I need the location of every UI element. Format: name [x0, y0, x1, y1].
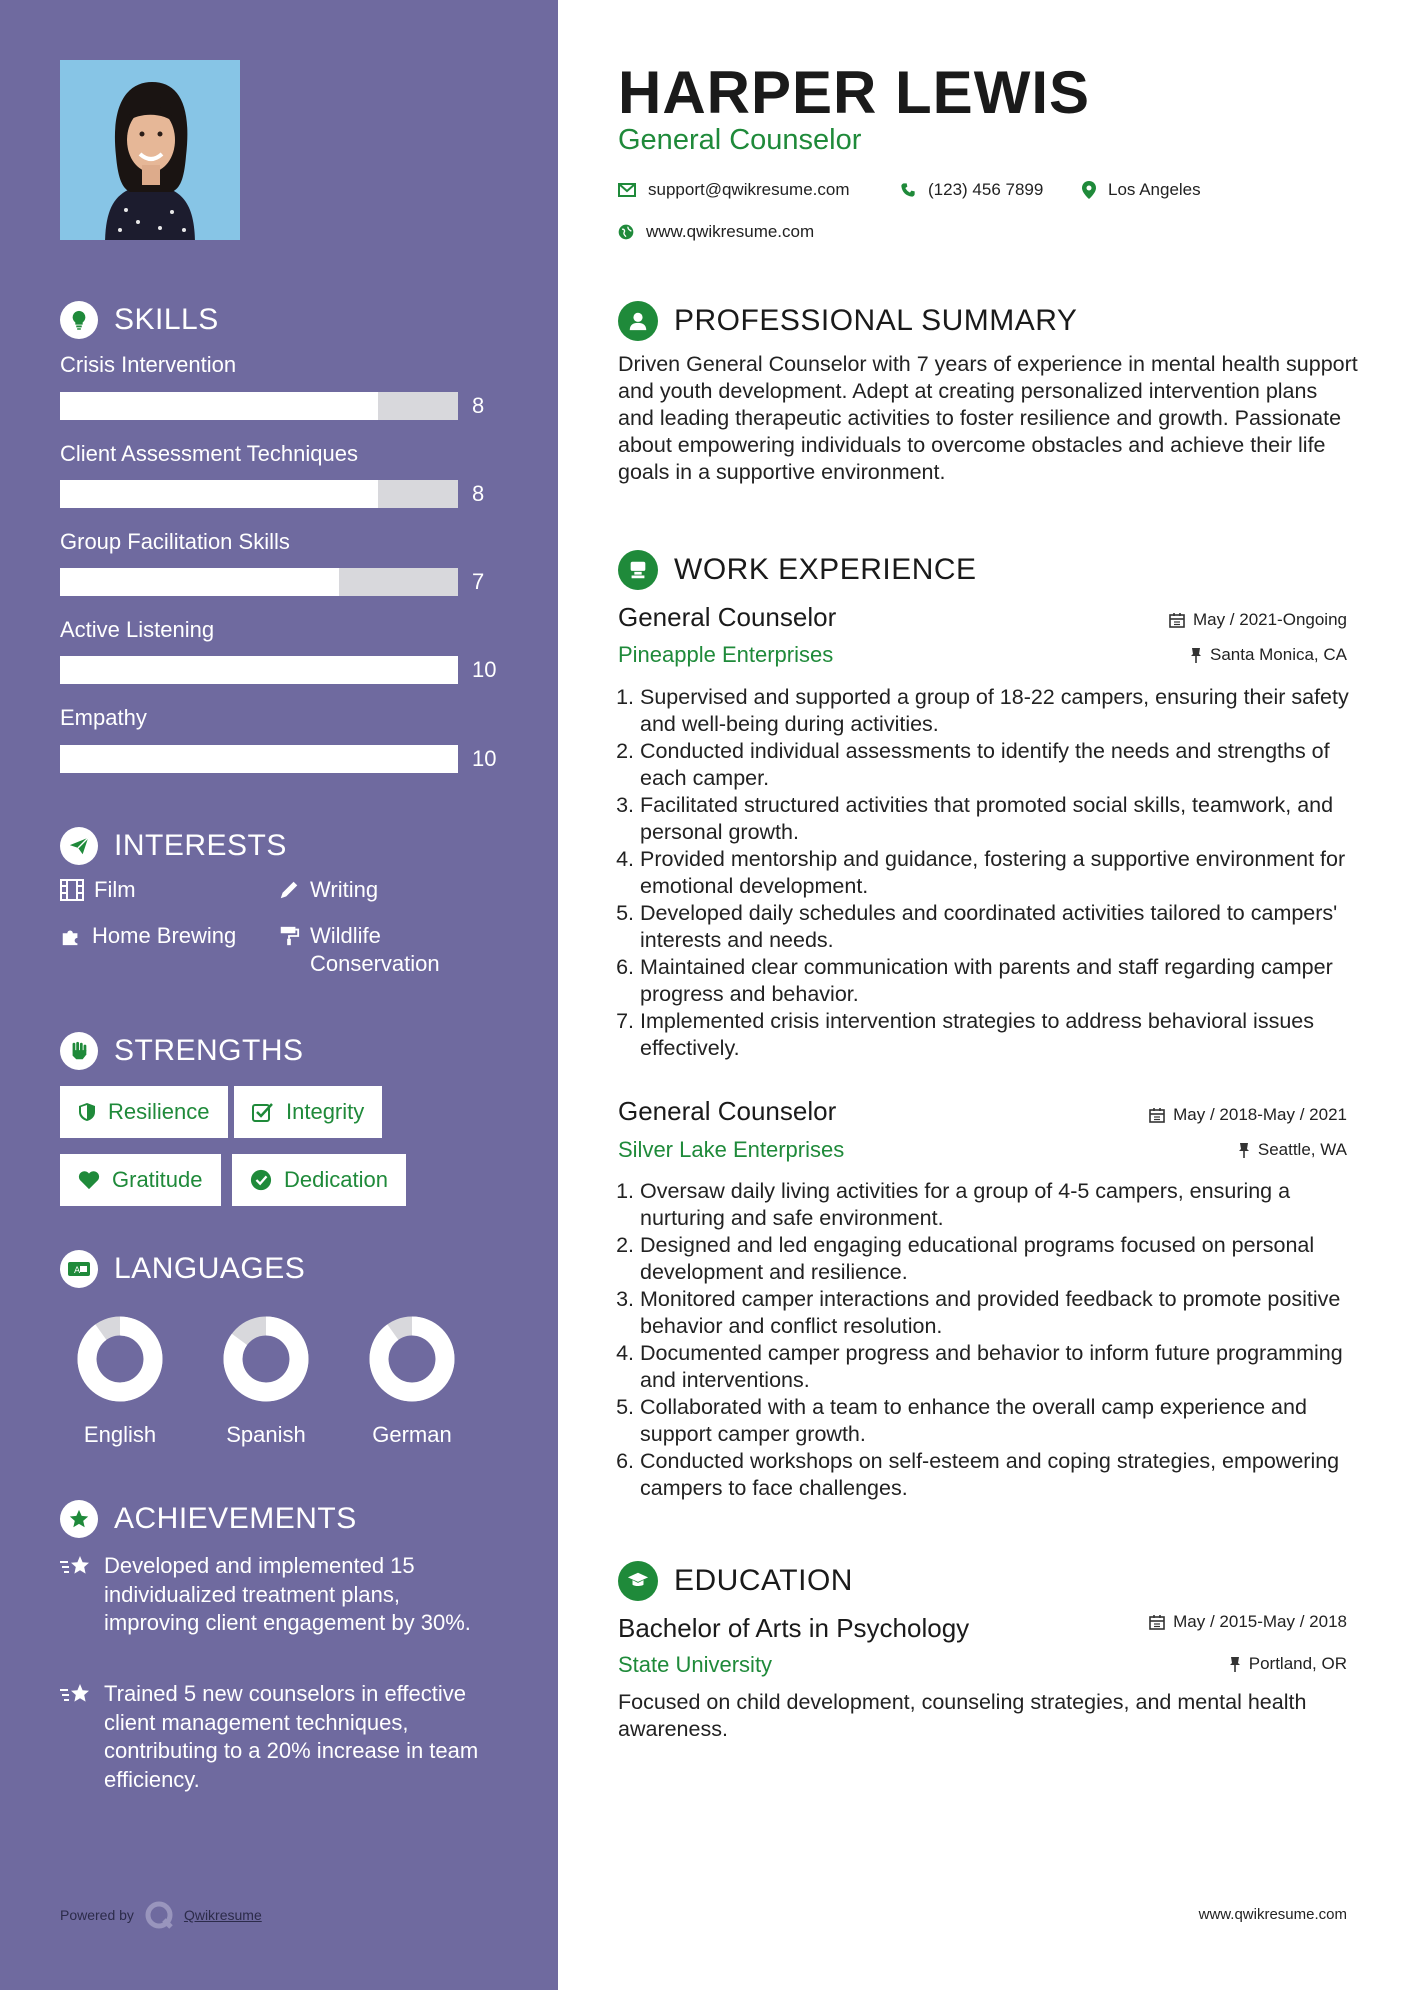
phone-icon: [900, 182, 916, 198]
job-company: Pineapple Enterprises: [618, 642, 834, 667]
pushpin-icon: [1190, 647, 1202, 663]
education-heading: EDUCATION: [618, 1561, 853, 1601]
summary-heading: PROFESSIONAL SUMMARY: [618, 301, 1077, 341]
contact-email: [618, 180, 850, 200]
puzzle-icon: [60, 925, 82, 947]
skill-name: Active Listening: [60, 617, 215, 642]
envelope-icon: [618, 183, 636, 197]
powered-by: Powered by Qwikresume: [60, 1900, 262, 1930]
language-level-ring: [369, 1316, 455, 1402]
list-item: 5. Collaborated with a team to enhance the overall camp experience and support camper growth.: [616, 1395, 1307, 1446]
phone-link[interactable]: (123) 456 7899: [928, 180, 1044, 199]
candidate-role: General Counselor: [618, 124, 862, 156]
briefcase-icon: [618, 550, 658, 590]
star-badge-icon: [60, 1500, 98, 1538]
paint-roller-icon: [278, 925, 300, 947]
job-company: Silver Lake Enterprises: [618, 1137, 845, 1162]
summary-text: Driven General Counselor with 7 years of experience in mental health support and youth development. Adept at creating personalized intervention plans and leading therapeutic activities to foster resilience and growth. Passionate about empowering individuals to overcome obstacles and achieve their life goals in a supportive environment.: [618, 352, 1358, 484]
heart-icon: [78, 1170, 100, 1190]
list-item: 6. Conducted workshops on self-esteem and coping strategies, empowering campers to face challenges.: [616, 1449, 1340, 1500]
language-level-arc: [87, 1326, 153, 1392]
skills-heading: SKILLS: [60, 301, 219, 339]
achievement-item: Developed and implemented 15 individualized treatment plans, improving client engagement by 30%.: [60, 1552, 480, 1638]
website-link[interactable]: www.qwikresume.com: [646, 222, 815, 241]
achievement-item: Trained 5 new counselors in effective client management techniques, contributing to a 20% increase in team efficiency.: [60, 1680, 480, 1794]
job-bullets: [608, 684, 1368, 1062]
globe-icon: [618, 224, 634, 240]
user-icon: [618, 301, 658, 341]
degree-title: Bachelor of Arts in Psychology: [618, 1613, 970, 1643]
education-dates: May / 2015-May / 2018: [1149, 1612, 1347, 1632]
job-location: Seattle, WA: [1238, 1140, 1347, 1160]
list-item: 3. Facilitated structured activities that promoted social skills, teamwork, and personal growth.: [616, 793, 1334, 844]
map-marker-icon: [1082, 181, 1096, 199]
film-icon: [60, 879, 84, 901]
interest-item: Film: [60, 876, 136, 904]
pencil-icon: [278, 879, 300, 901]
language-level-arc: [379, 1326, 445, 1392]
skill-value: 8: [472, 481, 485, 506]
language-item: German: [352, 1316, 472, 1448]
calendar-icon: [1149, 1614, 1165, 1630]
achievements-heading: ACHIEVEMENTS: [60, 1500, 357, 1538]
experience-heading: WORK EXPERIENCE: [618, 550, 977, 590]
school-name: State University: [618, 1652, 773, 1677]
check-circle-icon: [250, 1169, 272, 1191]
qwikresume-logo-icon: [144, 1900, 174, 1930]
skill-value: 7: [472, 569, 485, 594]
interest-item: Home Brewing: [60, 922, 236, 950]
email-link[interactable]: support@qwikresume.com: [648, 180, 850, 199]
skill-name: Client Assessment Techniques: [60, 441, 358, 466]
calendar-icon: [1169, 612, 1185, 628]
check-square-icon: [252, 1102, 274, 1122]
pushpin-icon: [1238, 1142, 1250, 1158]
skill-value: 10: [472, 746, 497, 771]
strengths-heading: STRENGTHS: [60, 1032, 304, 1070]
strength-badge: Integrity: [234, 1086, 382, 1138]
main-content: [558, 0, 1407, 1990]
language-level-ring: [77, 1316, 163, 1402]
languages-heading: A LANGUAGES: [60, 1250, 305, 1288]
star-icon: [60, 1682, 92, 1708]
list-item: 2. Conducted individual assessments to identify the needs and strengths of each camper.: [616, 739, 1330, 790]
contact-location: Los Angeles: [1082, 180, 1201, 200]
interest-item: Writing: [278, 876, 378, 904]
list-item: 1. Oversaw daily living activities for a group of 4-5 campers, ensuring a nurturing and safe environment.: [616, 1179, 1291, 1230]
skill-bar-fill: [60, 392, 378, 420]
list-item: 7. Implemented crisis intervention strategies to address behavioral issues effectively.: [616, 1009, 1314, 1060]
skill-name: Group Facilitation Skills: [60, 529, 290, 554]
footer-url[interactable]: www.qwikresume.com: [1198, 1906, 1347, 1923]
skill-bar: [60, 745, 458, 773]
education-location: Portland, OR: [1229, 1654, 1347, 1674]
qwikresume-link[interactable]: Qwikresume: [183, 1907, 262, 1923]
job-title: General Counselor: [618, 602, 837, 632]
skill-name: Empathy: [60, 705, 147, 730]
candidate-name: HARPER LEWIS: [618, 59, 1091, 126]
list-item: 6. Maintained clear communication with parents and staff regarding camper progress and behavior.: [616, 955, 1333, 1006]
job-bullets: [608, 1178, 1368, 1502]
paper-plane-icon: [60, 827, 98, 865]
sidebar: [0, 0, 558, 1990]
contact-website: [618, 222, 814, 242]
interest-item: Wildlife Conservation: [278, 922, 478, 978]
strength-badge: Dedication: [232, 1154, 406, 1206]
list-item: 2. Designed and led engaging educational programs focused on personal development and resilience.: [616, 1233, 1315, 1284]
profile-photo: [60, 60, 240, 240]
skill-bar-fill: [60, 656, 458, 684]
job-dates: May / 2018-May / 2021: [1149, 1105, 1347, 1125]
job-location: Santa Monica, CA: [1190, 645, 1347, 665]
fist-icon: [60, 1032, 98, 1070]
skill-bar-fill: [60, 480, 378, 508]
list-item: 3. Monitored camper interactions and provided feedback to promote positive behavior and conflict resolution.: [616, 1287, 1341, 1338]
shield-icon: [78, 1102, 96, 1122]
pushpin-icon: [1229, 1656, 1241, 1672]
graduation-cap-icon: [618, 1561, 658, 1601]
list-item: 5. Developed daily schedules and coordinated activities tailored to campers' interests and needs.: [616, 901, 1338, 952]
skill-bar: [60, 480, 458, 508]
list-item: 4. Documented camper progress and behavior to inform future programming and interventions.: [616, 1341, 1343, 1392]
language-level-ring: [223, 1316, 309, 1402]
skill-bar: [60, 392, 458, 420]
language-icon: [60, 1250, 98, 1288]
list-item: 1. Supervised and supported a group of 18-22 campers, ensuring their safety and well-being during activities.: [616, 685, 1349, 736]
job-title: General Counselor: [618, 1096, 837, 1126]
contact-phone: [900, 180, 1043, 200]
svg-text:A: A: [74, 1266, 81, 1276]
job-dates: May / 2021-Ongoing: [1169, 610, 1347, 630]
strength-badge: Gratitude: [60, 1154, 221, 1206]
skill-value: 8: [472, 393, 485, 418]
skill-bar: [60, 656, 458, 684]
skill-bar-fill: [60, 568, 339, 596]
calendar-icon: [1149, 1107, 1165, 1123]
skill-bar: [60, 568, 458, 596]
skill-name: Crisis Intervention: [60, 352, 237, 377]
lightbulb-icon: [60, 301, 98, 339]
strength-badge: Resilience: [60, 1086, 228, 1138]
language-item: Spanish: [206, 1316, 326, 1448]
education-description: Focused on child development, counseling strategies, and mental health awareness.: [618, 1690, 1307, 1741]
skill-value: 10: [472, 657, 497, 682]
language-item: English: [60, 1316, 180, 1448]
list-item: 4. Provided mentorship and guidance, fostering a supportive environment for emotional development.: [616, 847, 1346, 898]
interests-heading: INTERESTS: [60, 827, 287, 865]
skill-bar-fill: [60, 745, 458, 773]
star-icon: [60, 1554, 92, 1580]
